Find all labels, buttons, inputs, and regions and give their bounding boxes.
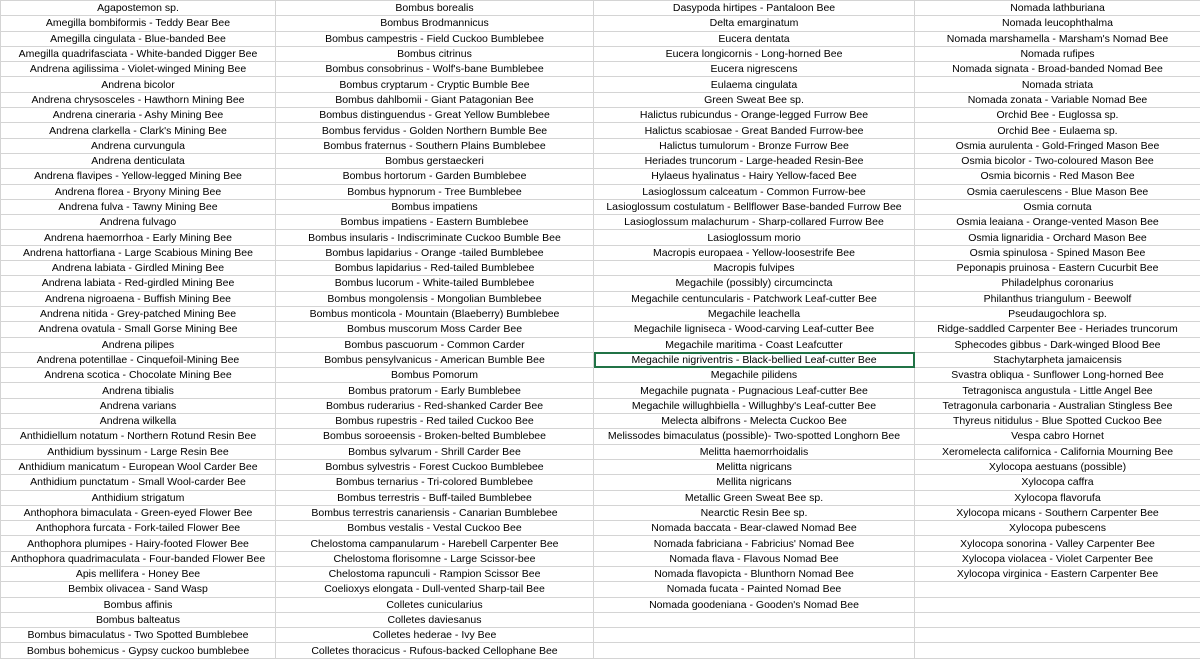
spreadsheet-cell[interactable]: Bombus distinguendus - Great Yellow Bumblebee <box>276 108 594 123</box>
table-row <box>1 108 1200 123</box>
spreadsheet-cell[interactable]: Osmia bicornis - Red Mason Bee <box>915 169 1200 184</box>
spreadsheet-cell[interactable]: Xylocopa violacea - Violet Carpenter Bee <box>915 551 1200 566</box>
table-row <box>1 643 1200 658</box>
spreadsheet-cell[interactable]: Halictus tumulorum - Bronze Furrow Bee <box>594 138 915 153</box>
table-row <box>1 31 1200 46</box>
spreadsheet-cell[interactable]: Chelostoma rapunculi - Rampion Scissor Bee <box>276 566 594 581</box>
spreadsheet-cell[interactable]: Nomada lathburiana <box>915 1 1200 16</box>
spreadsheet-cell[interactable]: Amegilla bombiformis - Teddy Bear Bee <box>1 16 276 31</box>
spreadsheet-cell[interactable]: Bombus pensylvanicus - American Bumble Bee <box>276 352 594 367</box>
spreadsheet-cell[interactable]: Andrena ovatula - Small Gorse Mining Bee <box>1 322 276 337</box>
spreadsheet-cell[interactable]: Bombus vestalis - Vestal Cuckoo Bee <box>276 521 594 536</box>
spreadsheet-cell[interactable]: Andrena scotica - Chocolate Mining Bee <box>1 368 276 383</box>
spreadsheet-cell[interactable]: Bombus impatiens - Eastern Bumblebee <box>276 215 594 230</box>
spreadsheet-cell[interactable]: Anthidiellum notatum - Northern Rotund Resin Bee <box>1 429 276 444</box>
spreadsheet-cell[interactable]: Macropis europaea - Yellow-loosestrife Bee <box>594 245 915 260</box>
spreadsheet-cell[interactable]: Andrena tibialis <box>1 383 276 398</box>
spreadsheet-cell[interactable]: Nomada zonata - Variable Nomad Bee <box>915 92 1200 107</box>
spreadsheet-cell[interactable]: Bombus Pomorum <box>276 368 594 383</box>
table-row <box>1 597 1200 612</box>
spreadsheet-cell[interactable]: Andrena florea - Bryony Mining Bee <box>1 184 276 199</box>
spreadsheet-cell[interactable]: Halictus scabiosae - Great Banded Furrow-bee <box>594 123 915 138</box>
spreadsheet-cell[interactable]: Philanthus triangulum - Beewolf <box>915 291 1200 306</box>
spreadsheet-cell[interactable]: Nomada goodeniana - Gooden's Nomad Bee <box>594 597 915 612</box>
spreadsheet-cell[interactable]: Andrena labiata - Girdled Mining Bee <box>1 261 276 276</box>
spreadsheet-cell[interactable]: Green Sweat Bee sp. <box>594 92 915 107</box>
spreadsheet-cell[interactable]: Amegilla cingulata - Blue-banded Bee <box>1 31 276 46</box>
spreadsheet-cell[interactable]: Bombus consobrinus - Wolf's-bane Bumblebee <box>276 62 594 77</box>
table-row <box>1 16 1200 31</box>
spreadsheet-cell[interactable]: Andrena agilissima - Violet-winged Mining Bee <box>1 62 276 77</box>
spreadsheet-cell[interactable]: Xylocopa pubescens <box>915 521 1200 536</box>
spreadsheet-body <box>1 1 1200 659</box>
spreadsheet-cell[interactable]: Andrena flavipes - Yellow-legged Mining Bee <box>1 169 276 184</box>
spreadsheet-cell[interactable]: Pseudaugochlora sp. <box>915 306 1200 321</box>
spreadsheet-cell[interactable]: Bombus borealis <box>276 1 594 16</box>
spreadsheet-cell[interactable]: Bombus muscorum Moss Carder Bee <box>276 322 594 337</box>
spreadsheet-cell[interactable]: Bombus ternarius - Tri-colored Bumblebee <box>276 475 594 490</box>
spreadsheet-cell[interactable]: Andrena nigroaena - Buffish Mining Bee <box>1 291 276 306</box>
spreadsheet-cell[interactable]: Anthophora plumipes - Hairy-footed Flower Bee <box>1 536 276 551</box>
spreadsheet-cell[interactable]: Nomada flava - Flavous Nomad Bee <box>594 551 915 566</box>
spreadsheet-cell[interactable]: Bombus fervidus - Golden Northern Bumble Bee <box>276 123 594 138</box>
table-row <box>1 276 1200 291</box>
spreadsheet-cell[interactable]: Colletes hederae - Ivy Bee <box>276 628 594 643</box>
spreadsheet-cell[interactable]: Megachile (possibly) circumcincta <box>594 276 915 291</box>
table-row <box>1 429 1200 444</box>
spreadsheet-cell[interactable] <box>594 643 915 658</box>
table-row <box>1 77 1200 92</box>
spreadsheet-cell[interactable]: Melitta nigricans <box>594 459 915 474</box>
table-row <box>1 566 1200 581</box>
spreadsheet-cell[interactable]: Bombus terrestris - Buff-tailed Bumblebee <box>276 490 594 505</box>
table-row <box>1 444 1200 459</box>
spreadsheet-cell[interactable]: Apis mellifera - Honey Bee <box>1 566 276 581</box>
spreadsheet-cell[interactable]: Bombus hypnorum - Tree Bumblebee <box>276 184 594 199</box>
spreadsheet-cell[interactable]: Xeromelecta californica - California Mourning Bee <box>915 444 1200 459</box>
spreadsheet-cell[interactable]: Tetragonisca angustula - Little Angel Bee <box>915 383 1200 398</box>
spreadsheet-cell[interactable]: Bembix olivacea - Sand Wasp <box>1 582 276 597</box>
spreadsheet-cell[interactable]: Coelioxys elongata - Dull-vented Sharp-tail Bee <box>276 582 594 597</box>
spreadsheet-cell[interactable]: Delta emarginatum <box>594 16 915 31</box>
spreadsheet-cell[interactable]: Eucera nigrescens <box>594 62 915 77</box>
spreadsheet-cell[interactable]: Lasioglossum calceatum - Common Furrow-bee <box>594 184 915 199</box>
spreadsheet-cell[interactable]: Melissodes bimaculatus (possible)- Two-spotted Longhorn Bee <box>594 429 915 444</box>
spreadsheet-cell[interactable]: Bombus ruderarius - Red-shanked Carder Bee <box>276 398 594 413</box>
spreadsheet-cell[interactable]: Lasioglossum morio <box>594 230 915 245</box>
spreadsheet-cell[interactable]: Xylocopa caffra <box>915 475 1200 490</box>
spreadsheet-cell[interactable]: Sphecodes gibbus - Dark-winged Blood Bee <box>915 337 1200 352</box>
table-row <box>1 337 1200 352</box>
spreadsheet-cell[interactable]: Megachile nigriventris - Black-bellied Leaf-cutter Bee <box>594 352 915 367</box>
spreadsheet-cell[interactable]: Megachile pugnata - Pugnacious Leaf-cutter Bee <box>594 383 915 398</box>
spreadsheet-cell[interactable]: Lasioglossum malachurum - Sharp-collared Furrow Bee <box>594 215 915 230</box>
spreadsheet-cell[interactable]: Orchid Bee - Eulaema sp. <box>915 123 1200 138</box>
spreadsheet-cell[interactable]: Andrena bicolor <box>1 77 276 92</box>
table-row <box>1 184 1200 199</box>
spreadsheet-cell[interactable]: Nomada flavopicta - Blunthorn Nomad Bee <box>594 566 915 581</box>
spreadsheet-cell[interactable]: Megachile centuncularis - Patchwork Leaf-cutter Bee <box>594 291 915 306</box>
spreadsheet-cell[interactable]: Bombus rupestris - Red tailed Cuckoo Bee <box>276 414 594 429</box>
spreadsheet-cell[interactable]: Nomada fabriciana - Fabricius' Nomad Bee <box>594 536 915 551</box>
spreadsheet-cell[interactable]: Andrena fulvago <box>1 215 276 230</box>
table-row <box>1 245 1200 260</box>
spreadsheet-cell[interactable]: Osmia cornuta <box>915 199 1200 214</box>
spreadsheet-cell[interactable]: Vespa cabro Hornet <box>915 429 1200 444</box>
spreadsheet-cell[interactable]: Bombus gerstaeckeri <box>276 153 594 168</box>
table-row <box>1 1 1200 16</box>
spreadsheet-cell[interactable]: Andrena haemorrhoa - Early Mining Bee <box>1 230 276 245</box>
spreadsheet-cell[interactable]: Xylocopa virginica - Eastern Carpenter Bee <box>915 566 1200 581</box>
spreadsheet-cell[interactable] <box>594 628 915 643</box>
spreadsheet-cell[interactable]: Nomada marshamella - Marsham's Nomad Bee <box>915 31 1200 46</box>
spreadsheet-cell[interactable]: Nomada striata <box>915 77 1200 92</box>
spreadsheet-cell[interactable]: Eucera longicornis - Long-horned Bee <box>594 46 915 61</box>
spreadsheet-cell[interactable]: Melitta haemorrhoidalis <box>594 444 915 459</box>
table-row <box>1 368 1200 383</box>
spreadsheet-cell[interactable]: Bombus balteatus <box>1 612 276 627</box>
spreadsheet-cell[interactable]: Philadelphus coronarius <box>915 276 1200 291</box>
spreadsheet-cell[interactable]: Osmia lignaridia - Orchard Mason Bee <box>915 230 1200 245</box>
spreadsheet-cell[interactable]: Bombus affinis <box>1 597 276 612</box>
spreadsheet-cell[interactable]: Andrena chrysosceles - Hawthorn Mining Bee <box>1 92 276 107</box>
spreadsheet-cell[interactable]: Megachile ligniseca - Wood-carving Leaf-cutter Bee <box>594 322 915 337</box>
spreadsheet-cell[interactable]: Xylocopa micans - Southern Carpenter Bee <box>915 505 1200 520</box>
spreadsheet-cell[interactable] <box>915 628 1200 643</box>
table-row <box>1 459 1200 474</box>
spreadsheet-cell[interactable]: Bombus hortorum - Garden Bumblebee <box>276 169 594 184</box>
spreadsheet-cell[interactable]: Agapostemon sp. <box>1 1 276 16</box>
spreadsheet-cell[interactable]: Bombus fraternus - Southern Plains Bumblebee <box>276 138 594 153</box>
spreadsheet-cell[interactable]: Anthophora furcata - Fork-tailed Flower Bee <box>1 521 276 536</box>
spreadsheet-cell[interactable]: Osmia caerulescens - Blue Mason Bee <box>915 184 1200 199</box>
spreadsheet-cell[interactable]: Nomada rufipes <box>915 46 1200 61</box>
table-row <box>1 414 1200 429</box>
spreadsheet-cell[interactable]: Andrena fulva - Tawny Mining Bee <box>1 199 276 214</box>
table-row <box>1 215 1200 230</box>
spreadsheet-cell[interactable] <box>915 612 1200 627</box>
spreadsheet-cell[interactable] <box>915 643 1200 658</box>
table-row <box>1 612 1200 627</box>
spreadsheet-cell[interactable] <box>915 582 1200 597</box>
spreadsheet-cell[interactable]: Bombus monticola - Mountain (Blaeberry) Bumblebee <box>276 306 594 321</box>
spreadsheet-cell[interactable]: Colletes daviesanus <box>276 612 594 627</box>
spreadsheet-cell[interactable]: Anthidium byssinum - Large Resin Bee <box>1 444 276 459</box>
spreadsheet-cell[interactable] <box>594 612 915 627</box>
table-row <box>1 169 1200 184</box>
spreadsheet-cell[interactable]: Mellita nigricans <box>594 475 915 490</box>
spreadsheet-cell[interactable]: Bombus Brodmannicus <box>276 16 594 31</box>
spreadsheet-cell[interactable]: Svastra obliqua - Sunflower Long-horned Bee <box>915 368 1200 383</box>
spreadsheet-cell[interactable]: Bombus cryptarum - Cryptic Bumble Bee <box>276 77 594 92</box>
spreadsheet-cell[interactable]: Peponapis pruinosa - Eastern Cucurbit Bee <box>915 261 1200 276</box>
spreadsheet-cell[interactable]: Andrena pilipes <box>1 337 276 352</box>
spreadsheet-cell[interactable]: Chelostoma campanularum - Harebell Carpenter Bee <box>276 536 594 551</box>
spreadsheet-cell[interactable]: Andrena denticulata <box>1 153 276 168</box>
spreadsheet-cell[interactable]: Bombus sylvarum - Shrill Carder Bee <box>276 444 594 459</box>
table-row <box>1 352 1200 367</box>
spreadsheet-cell[interactable]: Osmia bicolor - Two-coloured Mason Bee <box>915 153 1200 168</box>
spreadsheet-cell[interactable]: Bombus pratorum - Early Bumblebee <box>276 383 594 398</box>
spreadsheet-cell[interactable]: Thyreus nitidulus - Blue Spotted Cuckoo Bee <box>915 414 1200 429</box>
spreadsheet-cell[interactable]: Bombus lapidarius - Red-tailed Bumblebee <box>276 261 594 276</box>
table-row <box>1 536 1200 551</box>
spreadsheet-cell[interactable]: Megachile willughbiella - Willughby's Leaf-cutter Bee <box>594 398 915 413</box>
spreadsheet-cell[interactable]: Bombus citrinus <box>276 46 594 61</box>
spreadsheet-cell[interactable]: Heriades truncorum - Large-headed Resin-Bee <box>594 153 915 168</box>
spreadsheet-cell[interactable]: Ridge-saddled Carpenter Bee - Heriades truncorum <box>915 322 1200 337</box>
spreadsheet-cell[interactable]: Osmia spinulosa - Spined Mason Bee <box>915 245 1200 260</box>
spreadsheet-cell[interactable]: Nomada fucata - Painted Nomad Bee <box>594 582 915 597</box>
spreadsheet-cell[interactable]: Andrena cineraria - Ashy Mining Bee <box>1 108 276 123</box>
spreadsheet-cell[interactable] <box>915 597 1200 612</box>
spreadsheet-cell[interactable]: Andrena wilkella <box>1 414 276 429</box>
spreadsheet-cell[interactable]: Melecta albifrons - Melecta Cuckoo Bee <box>594 414 915 429</box>
spreadsheet-cell[interactable]: Anthophora bimaculata - Green-eyed Flower Bee <box>1 505 276 520</box>
spreadsheet-cell[interactable]: Bombus insularis - Indiscriminate Cuckoo Bumble Bee <box>276 230 594 245</box>
spreadsheet-cell[interactable]: Megachile leachella <box>594 306 915 321</box>
spreadsheet-cell[interactable]: Nearctic Resin Bee sp. <box>594 505 915 520</box>
spreadsheet-cell[interactable]: Lasioglossum costulatum - Bellflower Base-banded Furrow Bee <box>594 199 915 214</box>
spreadsheet-cell[interactable]: Metallic Green Sweat Bee sp. <box>594 490 915 505</box>
table-row <box>1 230 1200 245</box>
spreadsheet-cell[interactable]: Bombus soroeensis - Broken-belted Bumblebee <box>276 429 594 444</box>
spreadsheet-cell[interactable]: Halictus rubicundus - Orange-legged Furrow Bee <box>594 108 915 123</box>
spreadsheet-cell[interactable]: Dasypoda hirtipes - Pantaloon Bee <box>594 1 915 16</box>
table-row <box>1 291 1200 306</box>
spreadsheet-cell[interactable]: Colletes cunicularius <box>276 597 594 612</box>
table-row <box>1 398 1200 413</box>
spreadsheet-cell[interactable]: Megachile pilidens <box>594 368 915 383</box>
spreadsheet-cell[interactable]: Andrena hattorfiana - Large Scabious Mining Bee <box>1 245 276 260</box>
spreadsheet-cell[interactable]: Anthidium punctatum - Small Wool-carder Bee <box>1 475 276 490</box>
spreadsheet-cell[interactable]: Chelostoma florisomne - Large Scissor-bee <box>276 551 594 566</box>
spreadsheet-cell[interactable]: Tetragonula carbonaria - Australian Stingless Bee <box>915 398 1200 413</box>
spreadsheet-cell[interactable]: Bombus campestris - Field Cuckoo Bumblebee <box>276 31 594 46</box>
spreadsheet-cell[interactable]: Andrena clarkella - Clark's Mining Bee <box>1 123 276 138</box>
spreadsheet-cell[interactable]: Andrena potentillae - Cinquefoil-Mining Bee <box>1 352 276 367</box>
table-row <box>1 306 1200 321</box>
spreadsheet-cell[interactable]: Bombus lapidarius - Orange -tailed Bumblebee <box>276 245 594 260</box>
table-row <box>1 551 1200 566</box>
spreadsheet-cell[interactable]: Andrena nitida - Grey-patched Mining Bee <box>1 306 276 321</box>
spreadsheet-cell[interactable]: Bombus bohemicus - Gypsy cuckoo bumblebee <box>1 643 276 658</box>
spreadsheet-cell[interactable]: Eulaema cingulata <box>594 77 915 92</box>
table-row <box>1 322 1200 337</box>
spreadsheet-cell[interactable]: Osmia leaiana - Orange-vented Mason Bee <box>915 215 1200 230</box>
spreadsheet-cell[interactable]: Osmia aurulenta - Gold-Fringed Mason Bee <box>915 138 1200 153</box>
table-row <box>1 123 1200 138</box>
table-row <box>1 153 1200 168</box>
spreadsheet-cell[interactable]: Bombus impatiens <box>276 199 594 214</box>
spreadsheet-cell[interactable]: Anthophora quadrimaculata - Four-banded Flower Bee <box>1 551 276 566</box>
spreadsheet-cell[interactable]: Bombus terrestris canariensis - Canarian Bumblebee <box>276 505 594 520</box>
table-row <box>1 490 1200 505</box>
spreadsheet-cell[interactable]: Nomada baccata - Bear-clawed Nomad Bee <box>594 521 915 536</box>
spreadsheet-cell[interactable]: Bombus bimaculatus - Two Spotted Bumblebee <box>1 628 276 643</box>
table-row <box>1 62 1200 77</box>
table-row <box>1 521 1200 536</box>
spreadsheet-cell[interactable]: Anthidium manicatum - European Wool Carder Bee <box>1 459 276 474</box>
spreadsheet-cell[interactable]: Orchid Bee - Euglossa sp. <box>915 108 1200 123</box>
spreadsheet-cell[interactable]: Andrena labiata - Red-girdled Mining Bee <box>1 276 276 291</box>
spreadsheet-cell[interactable]: Bombus mongolensis - Mongolian Bumblebee <box>276 291 594 306</box>
spreadsheet-cell[interactable]: Anthidium strigatum <box>1 490 276 505</box>
spreadsheet-cell[interactable]: Colletes thoracicus - Rufous-backed Cellophane Bee <box>276 643 594 658</box>
table-row <box>1 46 1200 61</box>
table-row <box>1 475 1200 490</box>
table-row <box>1 582 1200 597</box>
table-row <box>1 92 1200 107</box>
spreadsheet-cell[interactable]: Xylocopa flavorufa <box>915 490 1200 505</box>
spreadsheet-cell[interactable]: Bombus dahlbomii - Giant Patagonian Bee <box>276 92 594 107</box>
spreadsheet-cell[interactable]: Macropis fulvipes <box>594 261 915 276</box>
spreadsheet-cell[interactable]: Eucera dentata <box>594 31 915 46</box>
spreadsheet-cell[interactable]: Amegilla quadrifasciata - White-banded Digger Bee <box>1 46 276 61</box>
spreadsheet-cell[interactable]: Nomada leucophthalma <box>915 16 1200 31</box>
spreadsheet-cell[interactable]: Xylocopa sonorina - Valley Carpenter Bee <box>915 536 1200 551</box>
spreadsheet-cell[interactable]: Hylaeus hyalinatus - Hairy Yellow-faced Bee <box>594 169 915 184</box>
spreadsheet-cell[interactable]: Megachile maritima - Coast Leafcutter <box>594 337 915 352</box>
spreadsheet-cell[interactable]: Bombus sylvestris - Forest Cuckoo Bumblebee <box>276 459 594 474</box>
spreadsheet-cell[interactable]: Andrena curvungula <box>1 138 276 153</box>
table-row <box>1 628 1200 643</box>
table-row <box>1 383 1200 398</box>
table-row <box>1 505 1200 520</box>
spreadsheet-cell[interactable]: Xylocopa aestuans (possible) <box>915 459 1200 474</box>
table-row <box>1 138 1200 153</box>
spreadsheet-cell[interactable]: Stachytarpheta jamaicensis <box>915 352 1200 367</box>
spreadsheet-cell[interactable]: Andrena varians <box>1 398 276 413</box>
table-row <box>1 199 1200 214</box>
table-row <box>1 261 1200 276</box>
spreadsheet-cell[interactable]: Nomada signata - Broad-banded Nomad Bee <box>915 62 1200 77</box>
spreadsheet-cell[interactable]: Bombus lucorum - White-tailed Bumblebee <box>276 276 594 291</box>
spreadsheet-cell[interactable]: Bombus pascuorum - Common Carder <box>276 337 594 352</box>
